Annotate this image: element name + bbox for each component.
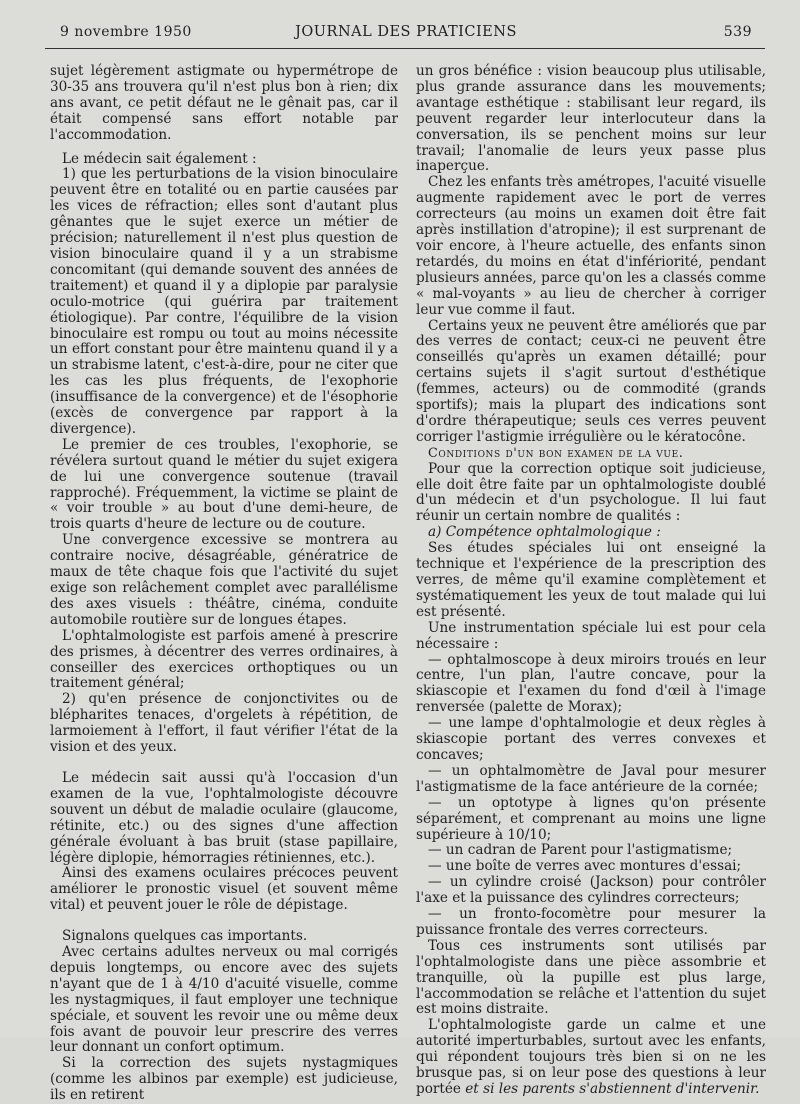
- paragraph: L'ophtalmologiste est parfois amené à prescrire des prismes, à décentrer des verres ordinaires, à conseiller des exercices orthoptiques ou un traitement général;: [50, 627, 398, 692]
- list-item: — une lampe d'ophtalmologie et deux règles à skiascopie portant des verres convexes et concaves;: [416, 715, 766, 763]
- list-item: — un fronto-focomètre pour mesurer la puissance frontale des verres correcteurs.: [416, 906, 766, 938]
- list-item: — ophtalmoscope à deux miroirs troués en leur centre, l'un plan, l'autre concave, pour la skiascopie et l'examen du fond d'œil à l'image renversée (palette de Morax);: [416, 651, 766, 716]
- header-date: 9 novembre 1950: [60, 24, 192, 40]
- list-item: — un optotype à lignes qu'on présente séparément, et comprenant au moins une ligne supérieure à 10/10;: [416, 794, 766, 843]
- section-heading: Conditions d'un bon examen de la vue.: [428, 445, 684, 461]
- paragraph: Certains yeux ne peuvent être améliorés que par des verres de contact; ceux-ci ne peuvent être conseillés qu'après un examen détaillé; pour certains sujets il s'agit surtout d'esthétique (femmes, acteurs) ou de commodité (grands sportifs); mais la plupart des indications sont d'ordre thérapeutique; seuls ces verres peuvent corriger l'astigmie irrégulière ou le kératocône.: [416, 317, 766, 445]
- paragraph: Le médecin sait aussi qu'à l'occasion d'un examen de la vue, l'ophtalmologiste découvre souvent un début de maladie oculaire (glaucome, rétinite, etc.) ou des signes d'une affection générale évoluant à bas bruit (stase papillaire, légère diplopie, hémorragies rétiniennes, etc.).: [50, 769, 398, 866]
- paragraph: 2) qu'en présence de conjonctivites ou de blépharites tenaces, d'orgelets à répétition, de larmoiement à l'effort, il faut vérifier l'état de la vision et des yeux.: [50, 691, 398, 756]
- left-column: [50, 64, 398, 1104]
- header-journal-title: JOURNAL DES PRATICIENS: [295, 24, 517, 40]
- paragraph: Chez les enfants très amétropes, l'acuité visuelle augmente rapidement avec le port de verres correcteurs (au moins un examen doit être fait après instillation d'atropine); il est surprenant de voir encore, à l'heure actuelle, des enfants sinon retardés, du moins en état d'infériorité, pendant plusieurs années, parce qu'on les a classés comme « mal-voyants » au lieu de chercher à corriger leur vue comme il faut.: [416, 174, 766, 318]
- paragraph-final: [416, 1018, 766, 1098]
- paragraph: sujet légèrement astigmate ou hypermétrope de 30-35 ans trouvera qu'il n'est plus bon à rien; dix ans avant, ce petit défaut ne le gênait pas, car il était compensé sans effort notable par l'accommodation.: [50, 63, 398, 143]
- list-item: — un ophtalmomètre de Javal pour mesurer l'astigmatisme de la face antérieure de la cornée;: [416, 762, 766, 795]
- final-text: L'ophtalmologiste garde un calme et une autorité imperturbables, surtout avec les enfants, qui répondent toujours très bien si on ne les brusque pas, si on leur pose des questions à leur portée: [416, 1017, 766, 1097]
- header-rule: [45, 48, 765, 49]
- paragraph: un gros bénéfice : vision beaucoup plus utilisable, plus grande assurance dans les mouvements; avantage esthétique : stabilisant leur regard, ils peuvent regarder leur interlocuteur dans la conversation, ils se penchent moins sur leur travail; l'anomalie de leurs yeux passe plus inaperçue.: [416, 63, 766, 175]
- paragraph: Tous ces instruments sont utilisés par l'ophtalmologiste dans une pièce assombrie et tranquille, où la pupille est plus large, l'accommodation se relâche et l'attention du sujet est moins distraite.: [416, 937, 766, 1018]
- paragraph: Signalons quelques cas importants.: [62, 928, 308, 945]
- right-column: [416, 64, 766, 1098]
- final-italic-text: et si les parents s'abstiennent d'intervenir.: [465, 1081, 760, 1097]
- paragraph: Ses études spéciales lui ont enseigné la technique et l'expérience de la prescription des verres, de même qu'il examine complètement et systématiquement les yeux de tout malade qui lui est présenté.: [416, 540, 766, 620]
- paragraph: Une convergence excessive se montrera au contraire nocive, désagréable, génératrice de maux de tête chaque fois que l'activité du sujet exige son relâchement complet avec parallélisme des axes visuels : théâtre, cinéma, conduite automobile routière sur de longues étapes.: [50, 532, 398, 628]
- header-page-number: 539: [723, 24, 752, 40]
- paragraph: Le médecin sait également :: [62, 150, 257, 167]
- page-header: [60, 24, 752, 46]
- list-item: — une boîte de verres avec montures d'essai;: [428, 858, 742, 875]
- list-item: — un cadran de Parent pour l'astigmatisme;: [428, 842, 733, 859]
- paragraph: Avec certains adultes nerveux ou mal corrigés depuis longtemps, ou encore avec des sujets n'ayant que de 1 à 4/10 d'acuité visuelle, comme les nystagmiques, il faut employer une technique spéciale, et souvent les revoir une ou même deux fois avant de pouvoir leur prescrire des verres leur donnant un confort optimum.: [50, 944, 398, 1056]
- paragraph: Ainsi des examens oculaires précoces peuvent améliorer le pronostic visuel (et souvent même vital) et peuvent jouer le rôle de dépistage.: [50, 865, 398, 914]
- paragraph: Une instrumentation spéciale lui est pour cela nécessaire :: [416, 619, 766, 652]
- subsection-heading: a) Compétence ophtalmologique :: [428, 524, 661, 541]
- paragraph: Si la correction des sujets nystagmiques (comme les albinos par exemple) est judicieuse, ils en retirent: [50, 1055, 398, 1104]
- paragraph: Pour que la correction optique soit judicieuse, elle doit être faite par un ophtalmologiste doublé d'un médecin et d'un psychologue. Il lui faut réunir un certain nombre de qualités :: [416, 460, 766, 525]
- list-item: — un cylindre croisé (Jackson) pour contrôler l'axe et la puissance des cylindres correcteurs;: [416, 874, 766, 907]
- paragraph: 1) que les perturbations de la vision binoculaire peuvent être en totalité ou en partie causées par les vices de réfraction; elles sont d'autant plus gênantes que le sujet exerce un métier de précision; naturellement il n'est plus question de vision binoculaire quand il y a un strabisme concomitant (qui demande souvent des années de traitement) et quand il y a diplopie par paralysie oculo-motrice (qui guérira par traitement étiologique). Par contre, l'équilibre de la vision binoculaire est rompu ou tout au moins nécessite un effort constant pour être maintenu quand il y a un strabisme latent, c'est-à-dire, pour ne citer que les cas les plus fréquents, de l'exophorie (insuffisance de la convergence) et de l'ésophorie (excès de convergence par rapport à la divergence).: [50, 166, 398, 437]
- paragraph: Le premier de ces troubles, l'exophorie, se révélera surtout quand le métier du sujet exigera de lui une convergence soutenue (travail rapproché). Fréquemment, la victime se plaint de « voir trouble » au bout d'une demi-heure, de trois quarts d'heure de lecture ou de couture.: [50, 436, 398, 533]
